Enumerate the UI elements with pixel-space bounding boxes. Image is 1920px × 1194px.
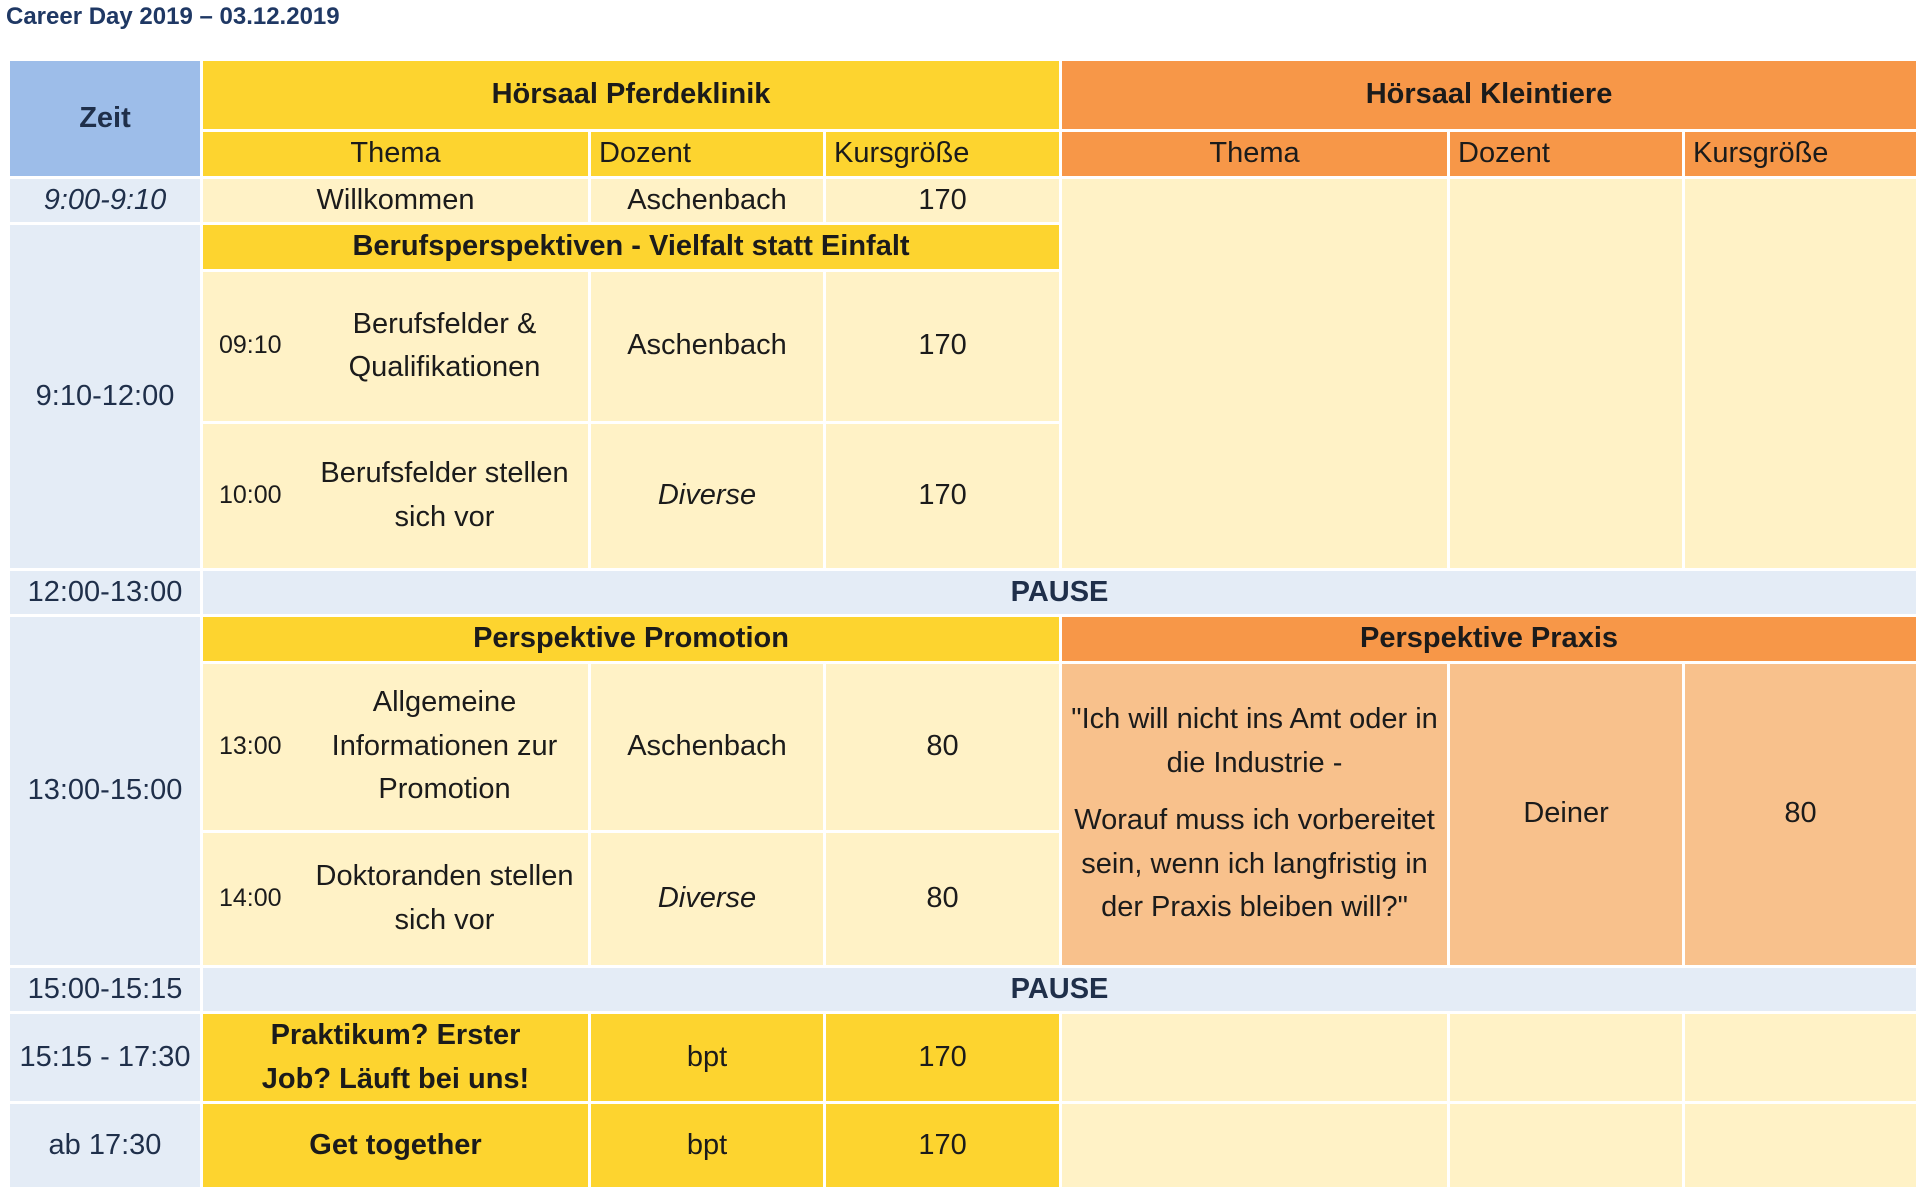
- praxis-text-1: "Ich will nicht ins Amt oder in die Industrie -: [1071, 703, 1438, 779]
- empty-cell: [1685, 1104, 1916, 1187]
- dozent-cell: Aschenbach: [591, 179, 823, 223]
- praxis-text-2: Worauf muss ich vorbereitet sein, wenn ich langfristig in der Praxis bleiben will?": [1074, 804, 1435, 924]
- time-cell: ab 17:30: [10, 1104, 200, 1187]
- room-pferdeklinik-header: Hörsaal Pferdeklinik: [203, 61, 1059, 129]
- table-row-pause: [10, 571, 1916, 615]
- start-time: 14:00: [219, 883, 282, 912]
- kurs-cell: 170: [826, 1104, 1059, 1187]
- block-title: Perspektive Praxis: [1062, 617, 1916, 661]
- empty-cell: [1062, 179, 1447, 568]
- thema-cell: [203, 664, 588, 830]
- dozent-cell: bpt: [591, 1014, 823, 1101]
- dozent-cell: Diverse: [591, 424, 823, 568]
- col-thema-1: Thema: [203, 132, 588, 176]
- kurs-cell: 170: [826, 179, 1059, 223]
- pause-cell: PAUSE: [203, 571, 1916, 615]
- topic-text: Allgemeine Informationen zur Promotion: [331, 686, 558, 806]
- topic-text: Berufsfelder & Qualifikationen: [348, 307, 541, 383]
- block-title: Berufsperspektiven - Vielfalt statt Einfalt: [203, 225, 1059, 269]
- schedule-table: [7, 58, 1919, 1190]
- table-row-welcome: [10, 179, 1916, 223]
- thema-cell: [1062, 664, 1447, 965]
- empty-cell: [1062, 1104, 1447, 1187]
- dozent-cell: Deiner: [1450, 664, 1682, 965]
- empty-cell: [1685, 1014, 1916, 1101]
- time-cell: 12:00-13:00: [10, 571, 200, 615]
- header-row-rooms: [10, 61, 1916, 129]
- table-row-praktikum: [10, 1014, 1916, 1101]
- thema-cell: [203, 833, 588, 965]
- time-cell: 15:15 - 17:30: [10, 1014, 200, 1101]
- pause-cell: PAUSE: [203, 968, 1916, 1012]
- col-dozent-2: Dozent: [1450, 132, 1682, 176]
- topic-text: Berufsfelder stellen sich vor: [320, 457, 569, 533]
- dozent-cell: bpt: [591, 1104, 823, 1187]
- dozent-cell: Aschenbach: [591, 664, 823, 830]
- empty-cell: [1450, 1014, 1682, 1101]
- table-row: [10, 664, 1916, 830]
- page-title: Career Day 2019 – 03.12.2019: [6, 3, 340, 30]
- thema-cell: Willkommen: [203, 179, 588, 223]
- dozent-cell: Aschenbach: [591, 272, 823, 421]
- time-cell: 9:10-12:00: [10, 225, 200, 568]
- table-row-get-together: [10, 1104, 1916, 1187]
- dozent-cell: Diverse: [591, 833, 823, 965]
- empty-cell: [1450, 179, 1682, 568]
- thema-cell: Praktikum? Erster Job? Läuft bei uns!: [203, 1014, 588, 1101]
- col-kurs-2: Kursgröße: [1685, 132, 1916, 176]
- time-cell: 13:00-15:00: [10, 617, 200, 965]
- block-title: Perspektive Promotion: [203, 617, 1059, 661]
- empty-cell: [1062, 1014, 1447, 1101]
- col-thema-2: Thema: [1062, 132, 1447, 176]
- empty-cell: [1685, 179, 1916, 568]
- thema-cell: Get together: [203, 1104, 588, 1187]
- col-dozent-1: Dozent: [591, 132, 823, 176]
- col-kurs-1: Kursgröße: [826, 132, 1059, 176]
- start-time: 10:00: [219, 480, 282, 509]
- zeit-header: Zeit: [10, 61, 200, 176]
- kurs-cell: 170: [826, 1014, 1059, 1101]
- table-row-block2-title: [10, 617, 1916, 661]
- topic-text: Doktoranden stellen sich vor: [315, 860, 574, 936]
- table-row-pause: [10, 968, 1916, 1012]
- kurs-cell: 80: [826, 833, 1059, 965]
- empty-cell: [1450, 1104, 1682, 1187]
- time-cell: 15:00-15:15: [10, 968, 200, 1012]
- room-kleintiere-header: Hörsaal Kleintiere: [1062, 61, 1916, 129]
- start-time: 09:10: [219, 331, 282, 360]
- kurs-cell: 80: [1685, 664, 1916, 965]
- kurs-cell: 170: [826, 272, 1059, 421]
- header-row-columns: [10, 132, 1916, 176]
- kurs-cell: 80: [826, 664, 1059, 830]
- kurs-cell: 170: [826, 424, 1059, 568]
- thema-cell: [203, 424, 588, 568]
- start-time: 13:00: [219, 731, 282, 760]
- time-cell: 9:00-9:10: [10, 179, 200, 223]
- thema-cell: [203, 272, 588, 421]
